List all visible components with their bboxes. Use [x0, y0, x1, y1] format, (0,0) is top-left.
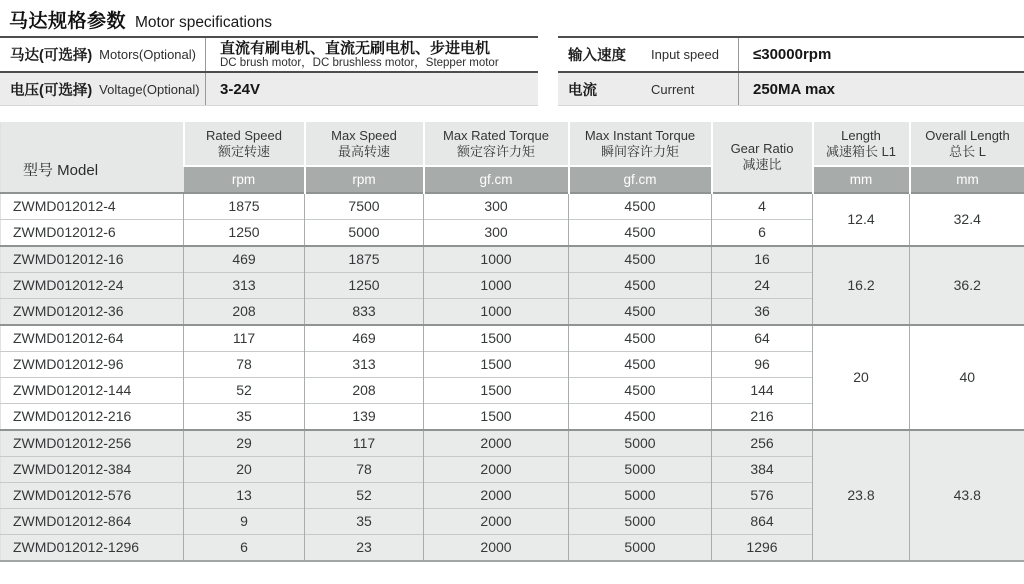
- model-cell: ZWMD012012-64: [1, 325, 184, 352]
- max-instant-torque-cell: 5000: [569, 535, 712, 562]
- col-header-overall-length-en: Overall Length: [925, 127, 1010, 143]
- max-rated-torque-cell: 2000: [424, 430, 569, 457]
- max-speed-cell: 1250: [305, 273, 424, 299]
- col-header-max-instant-torque: [569, 122, 712, 166]
- max-speed-cell: 7500: [305, 193, 424, 220]
- spec-table: [0, 122, 1024, 562]
- max-speed-cell: 5000: [305, 220, 424, 247]
- current-value: [738, 73, 1024, 105]
- overall-length-cell: 43.8: [910, 430, 1024, 561]
- col-header-max-rated-torque-en: Max Rated Torque: [443, 127, 549, 143]
- voltage-optional-label: [0, 73, 205, 105]
- max-speed-cell: 35: [305, 509, 424, 535]
- model-cell: ZWMD012012-6: [1, 220, 184, 247]
- max-instant-torque-cell: 4500: [569, 352, 712, 378]
- rated-speed-cell: 13: [184, 483, 305, 509]
- gear-ratio-cell: 256: [712, 430, 813, 457]
- model-cell: ZWMD012012-864: [1, 509, 184, 535]
- max-rated-torque-cell: 1500: [424, 325, 569, 352]
- col-header-max-rated-torque: [424, 122, 569, 166]
- unit-overall-length: mm: [910, 166, 1024, 193]
- model-cell: ZWMD012012-36: [1, 299, 184, 326]
- gear-ratio-cell: 64: [712, 325, 813, 352]
- col-header-max-instant-torque-zh: 瞬间容许力矩: [600, 143, 679, 159]
- max-instant-torque-cell: 4500: [569, 325, 712, 352]
- model-cell: ZWMD012012-576: [1, 483, 184, 509]
- gear-ratio-cell: 144: [712, 378, 813, 404]
- motors-optional-value-en: DC brush motor，DC brushless motor，Stepper motor: [220, 56, 499, 69]
- voltage-optional-label-en: Voltage(Optional): [99, 81, 200, 97]
- voltage-optional-row: [0, 73, 538, 106]
- unit-length: mm: [813, 166, 910, 193]
- max-rated-torque-cell: 1500: [424, 404, 569, 431]
- table-row: [1, 193, 1024, 220]
- rated-speed-cell: 208: [184, 299, 305, 326]
- max-speed-cell: 1875: [305, 246, 424, 273]
- gear-ratio-cell: 6: [712, 220, 813, 247]
- model-cell: ZWMD012012-1296: [1, 535, 184, 562]
- gear-ratio-cell: 16: [712, 246, 813, 273]
- unit-max-instant-torque: gf.cm: [569, 166, 712, 193]
- motors-optional-label: [0, 38, 205, 71]
- max-rated-torque-cell: 2000: [424, 483, 569, 509]
- table-row: [1, 325, 1024, 352]
- max-rated-torque-cell: 2000: [424, 509, 569, 535]
- model-cell: ZWMD012012-384: [1, 457, 184, 483]
- max-speed-cell: 469: [305, 325, 424, 352]
- model-cell: ZWMD012012-4: [1, 193, 184, 220]
- max-speed-cell: 78: [305, 457, 424, 483]
- col-header-max-speed: [305, 122, 424, 166]
- col-header-gear-ratio-zh: 减速比: [742, 157, 782, 172]
- col-header-overall-length: [910, 122, 1024, 166]
- rated-speed-cell: 6: [184, 535, 305, 562]
- spec-table-body: [1, 193, 1024, 561]
- model-cell: ZWMD012012-96: [1, 352, 184, 378]
- unit-max-rated-torque: gf.cm: [424, 166, 569, 193]
- length-cell: 12.4: [813, 193, 910, 246]
- page-title-zh: 马达规格参数: [9, 11, 127, 32]
- gear-ratio-cell: 36: [712, 299, 813, 326]
- max-rated-torque-cell: 1000: [424, 299, 569, 326]
- overall-length-cell: 36.2: [910, 246, 1024, 325]
- input-speed-value: [738, 38, 1024, 71]
- col-header-length-en: Length: [841, 127, 881, 143]
- max-speed-cell: 52: [305, 483, 424, 509]
- model-cell: ZWMD012012-216: [1, 404, 184, 431]
- table-row: [1, 246, 1024, 273]
- max-rated-torque-cell: 300: [424, 193, 569, 220]
- gear-ratio-cell: 384: [712, 457, 813, 483]
- col-header-length: [813, 122, 910, 166]
- input-specs-table: [558, 36, 1024, 106]
- gear-ratio-cell: 216: [712, 404, 813, 431]
- rated-speed-cell: 35: [184, 404, 305, 431]
- max-instant-torque-cell: 5000: [569, 430, 712, 457]
- current-label-en: Current: [651, 81, 695, 97]
- spec-table-header: [1, 122, 1024, 193]
- input-speed-label: [558, 38, 738, 71]
- model-cell: ZWMD012012-144: [1, 378, 184, 404]
- gear-ratio-cell: 1296: [712, 535, 813, 562]
- max-instant-torque-cell: 4500: [569, 220, 712, 247]
- col-header-overall-length-zh: 总长 L: [949, 143, 986, 159]
- max-instant-torque-cell: 4500: [569, 193, 712, 220]
- unit-rated-speed: rpm: [184, 166, 305, 193]
- input-speed-value-text: ≤30000rpm: [753, 46, 832, 63]
- max-speed-cell: 23: [305, 535, 424, 562]
- model-cell: ZWMD012012-256: [1, 430, 184, 457]
- rated-speed-cell: 1250: [184, 220, 305, 247]
- current-label-zh: 电流: [568, 82, 597, 99]
- rated-speed-cell: 117: [184, 325, 305, 352]
- rated-speed-cell: 9: [184, 509, 305, 535]
- max-instant-torque-cell: 5000: [569, 509, 712, 535]
- max-instant-torque-cell: 5000: [569, 483, 712, 509]
- col-header-gear-ratio: [712, 122, 813, 193]
- rated-speed-cell: 469: [184, 246, 305, 273]
- max-instant-torque-cell: 4500: [569, 299, 712, 326]
- col-header-max-speed-en: Max Speed: [331, 127, 397, 143]
- motors-optional-label-en: Motors(Optional): [99, 47, 196, 62]
- col-header-max-rated-torque-zh: 额定容许力矩: [456, 143, 535, 159]
- max-speed-cell: 117: [305, 430, 424, 457]
- motors-optional-value: [205, 38, 538, 71]
- col-header-rated-speed-en: Rated Speed: [206, 127, 282, 143]
- input-speed-label-zh: 输入速度: [568, 48, 626, 64]
- col-header-rated-speed-zh: 额定转速: [217, 143, 270, 159]
- length-cell: 23.8: [813, 430, 910, 561]
- max-rated-torque-cell: 2000: [424, 457, 569, 483]
- length-cell: 20: [813, 325, 910, 430]
- gear-ratio-cell: 96: [712, 352, 813, 378]
- max-rated-torque-cell: 1500: [424, 378, 569, 404]
- col-header-gear-ratio-en: Gear Ratio: [730, 141, 794, 156]
- overall-length-cell: 32.4: [910, 193, 1024, 246]
- max-instant-torque-cell: 4500: [569, 404, 712, 431]
- max-instant-torque-cell: 4500: [569, 246, 712, 273]
- overall-length-cell: 40: [910, 325, 1024, 430]
- max-speed-cell: 833: [305, 299, 424, 326]
- max-instant-torque-cell: 5000: [569, 457, 712, 483]
- current-label: [558, 73, 738, 105]
- input-speed-row: [558, 38, 1024, 73]
- page-title: [9, 6, 272, 33]
- col-header-max-speed-zh: 最高转速: [337, 143, 390, 159]
- rated-speed-cell: 52: [184, 378, 305, 404]
- motors-optional-row: [0, 38, 538, 73]
- rated-speed-cell: 1875: [184, 193, 305, 220]
- max-rated-torque-cell: 1000: [424, 246, 569, 273]
- gear-ratio-cell: 24: [712, 273, 813, 299]
- max-speed-cell: 313: [305, 352, 424, 378]
- input-speed-label-en: Input speed: [651, 47, 719, 62]
- current-row: [558, 73, 1024, 106]
- max-instant-torque-cell: 4500: [569, 273, 712, 299]
- length-cell: 16.2: [813, 246, 910, 325]
- gear-ratio-cell: 864: [712, 509, 813, 535]
- max-rated-torque-cell: 1000: [424, 273, 569, 299]
- gear-ratio-cell: 4: [712, 193, 813, 220]
- model-cell: ZWMD012012-16: [1, 246, 184, 273]
- table-row: [1, 430, 1024, 457]
- motor-options-table: [0, 36, 538, 106]
- voltage-optional-value: [205, 73, 538, 105]
- max-speed-cell: 139: [305, 404, 424, 431]
- max-speed-cell: 208: [305, 378, 424, 404]
- motors-optional-label-zh: 马达(可选择): [10, 48, 93, 64]
- max-rated-torque-cell: 300: [424, 220, 569, 247]
- col-header-max-instant-torque-en: Max Instant Torque: [584, 127, 696, 143]
- page-title-en: Motor specifications: [135, 14, 272, 31]
- rated-speed-cell: 20: [184, 457, 305, 483]
- gear-ratio-cell: 576: [712, 483, 813, 509]
- col-header-model: 型号 Model: [1, 122, 184, 193]
- voltage-optional-value-text: 3-24V: [220, 80, 261, 98]
- model-cell: ZWMD012012-24: [1, 273, 184, 299]
- rated-speed-cell: 313: [184, 273, 305, 299]
- voltage-optional-label-zh: 电压(可选择): [10, 82, 93, 99]
- current-value-text: 250MA max: [753, 80, 835, 98]
- rated-speed-cell: 78: [184, 352, 305, 378]
- col-header-length-zh: 减速箱长 L1: [825, 143, 897, 159]
- col-header-rated-speed: [184, 122, 305, 166]
- motors-optional-value-zh: 直流有刷电机、直流无刷电机、步进电机: [220, 39, 491, 57]
- max-instant-torque-cell: 4500: [569, 378, 712, 404]
- max-rated-torque-cell: 1500: [424, 352, 569, 378]
- rated-speed-cell: 29: [184, 430, 305, 457]
- unit-max-speed: rpm: [305, 166, 424, 193]
- max-rated-torque-cell: 2000: [424, 535, 569, 562]
